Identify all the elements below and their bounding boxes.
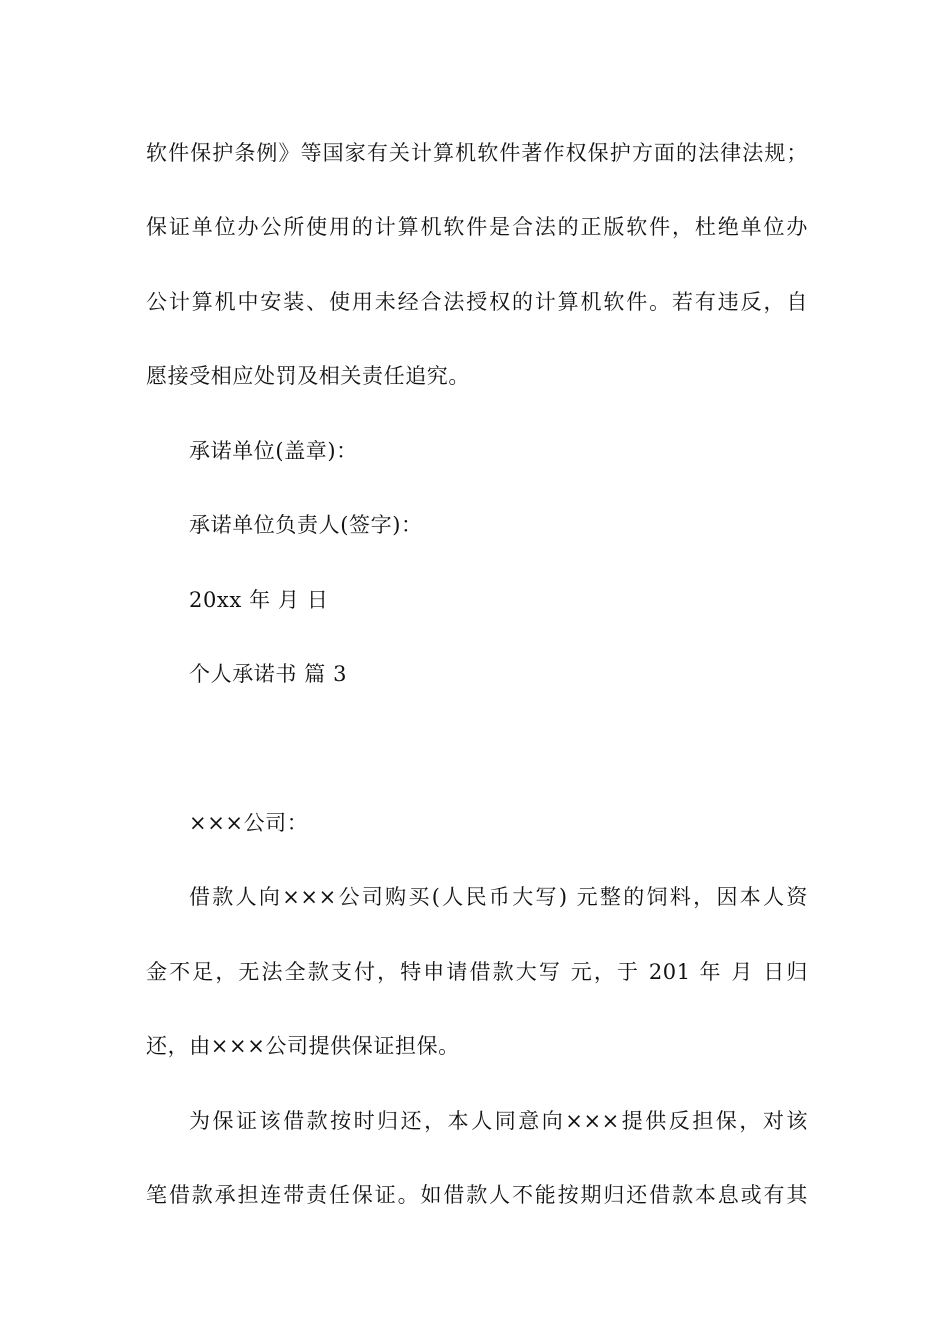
body-text-line: 金不足，无法全款支付，特申请借款大写 元，于 201 年 月 日归: [146, 960, 808, 984]
body-text-line: 软件保护条例》等国家有关计算机软件著作权保护方面的法律法规；: [146, 141, 808, 165]
salutation: ×××公司：: [189, 811, 309, 835]
body-text-line: 还，由×××公司提供保证担保。: [146, 1034, 460, 1058]
promise-unit-leader-signature-label: 承诺单位负责人(签字)：: [189, 513, 423, 537]
promise-unit-seal-label: 承诺单位(盖章)：: [189, 439, 358, 463]
body-text-line: 愿接受相应处罚及相关责任追究。: [146, 364, 470, 388]
body-text-line: 保证单位办公所使用的计算机软件是合法的正版软件，杜绝单位办: [146, 215, 808, 239]
body-text-line: 为保证该借款按时归还，本人同意向×××提供反担保，对该: [189, 1109, 808, 1133]
body-text-line: 借款人向×××公司购买(人民币大写) 元整的饲料，因本人资: [189, 885, 808, 909]
body-text-line: 公计算机中安装、使用未经合法授权的计算机软件。若有违反，自: [146, 290, 808, 314]
body-text-line: 笔借款承担连带责任保证。如借款人不能按期归还借款本息或有其: [146, 1183, 808, 1207]
section-heading: 个人承诺书 篇 3: [189, 662, 348, 686]
date-line: 20xx 年 月 日: [189, 588, 329, 612]
